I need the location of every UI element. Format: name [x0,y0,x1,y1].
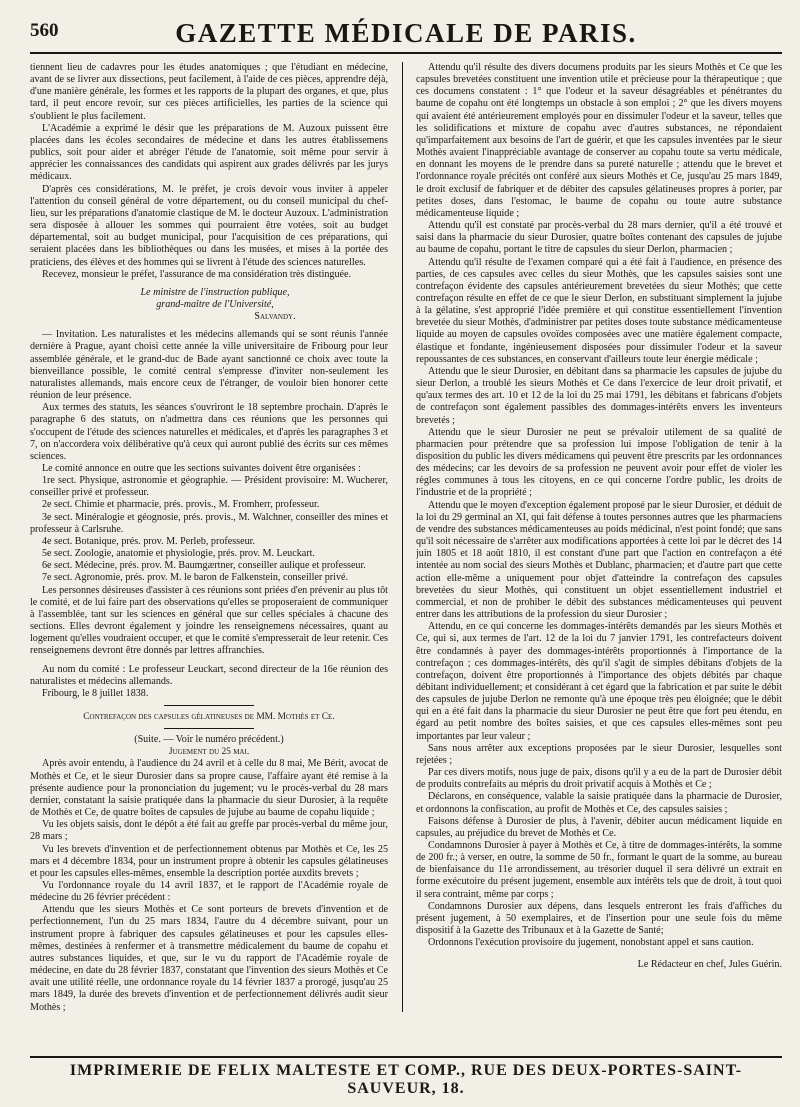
article-heading: Contrefaçon des capsules gélatineuses de MM. Mothès et Ce. [83,711,335,722]
editor-signature: Le Rédacteur en chef, Jules Guérin. [637,959,782,971]
page-number: 560 [30,20,59,41]
paragraph: Vu l'ordonnance royale du 14 avril 1837, et le rapport de l'Académie royale de médecine du 26 février précédent : [30,880,388,904]
paragraph: D'après ces considérations, M. le préfet, je crois devoir vous inviter à appeler l'attention du conseil général de votre département, ou du conseil municipal du chef-lieu, sur les préparations d'anatomie clastique de M. le docteur Auzoux. L'administration sera disposée à allouer les sommes qui pourraient être votées, soit au budget départemental, soit au budget municipal, pour l'acquisition de ces préparations, qui seraient placées dans les bibliothèques ou dans les musées, et mises à la portée des praticiens, des élèves et des hommes qui se livrent à l'étude des sciences naturelles. [30,183,388,268]
section-entry: 4e sect. Botanique, prés. prov. M. Perleb, professeur. [42,535,255,547]
section-entry: 7e sect. Agronomie, prés. prov. M. le baron de Falkenstein, conseiller privé. [42,572,349,584]
paragraph: Attendu, en ce qui concerne les dommages-intérêts demandés par les sieurs Mothès et Ce, qui si, aux termes de l'art. 12 de la loi du 7 janvier 1791, les contrefacteurs doivent être condamnés à payer des dommages-intérêts proportionnés à l'importance de la contrefaçon ; ces dommages-intérêts, dès qu'il s'agit de simples débitans d'objets de la contrefaçon, doivent être proportionnés à l'importance des objets débités par chaque débitant individuellement; et considérant à cet égard que la fabrication et par suite le débit des capsules de jujube Derlon ne remonte qu'à une époque très peu éloignée; que le débit qui en a été fait dans la pharmacie du sieur Durosier ne peut être que fort peu étendu, en égard au petit nombre des boîtes saisies, et que ces capsules elles-mêmes sont peu importantes par leur valeur ; [416,621,782,742]
paragraph: Déclarons, en conséquence, valable la saisie pratiquée dans la pharmacie de Durosier, et ordonnons la confiscation, au profit de Mothès et Ce, des capsules saisies ; [416,791,782,815]
paragraph: Attendu qu'il résulte de l'examen comparé qui a été fait à l'audience, en présence des parties, de ces capsules avec celles du sieur Mothès, que les capsules saisies sont une contrefaçon évidente des capsules antérieurement brevetées du sieur Mothès; que cette contrefaçon résulte en effet de ce que le sieur Derlon, en substituant simplement la jujube à la gélatine, s'est approprié l'idée première et qui constitue essentiellement l'invention brevetée du sieur Mothès, d'administrer par petites doses toute substance médicamenteuse liquide au moyen de capsules ovoïdes composées avec une matière également compacte, élastique et fondante, ingénieusement disposées pour dissimuler l'odeur et la saveur repoussantes de ces substances, en conservant d'ailleurs toute leur énergie médicale ; [416,256,782,365]
left-column [30,62,388,1012]
paragraph: Faisons défense à Durosier de plus, à l'avenir, débiter aucun médicament liquide en capsules, au préjudice du brevet de Mothès et Ce. [416,815,782,839]
dateline: Fribourg, le 8 juillet 1838. [42,687,149,699]
paragraph: Attendu que le sieur Durosier ne peut se prévaloir utilement de sa qualité de pharmacien pour prétendre que sa profession lui impose l'obligation de tenir à la disposition du public les divers médicamens qui peuvent être prescrits par les ordonnances des médecins; car les devoirs de sa profession ne peuvent avoir pour effet de violer les règles communes à tous les citoyens, en ce qui concerne l'ordre public, les droits de l'industrie et de la propriété ; [416,426,782,499]
section-entry: 2e sect. Chimie et pharmacie, prés. provis., M. Fromherr, professeur. [42,499,320,511]
paragraph: Recevez, monsieur le préfet, l'assurance de ma considération très distinguée. [42,268,351,280]
paragraph: Par ces divers motifs, nous juge de paix, disons qu'il y a eu de la part de Durosier débit de produits contrefaits au mépris du droit privatif acquis à Mothès et Ce ; [416,767,782,791]
separator-rule [164,705,254,706]
paragraph: tiennent lieu de cadavres pour les études anatomiques ; que l'étudiant en médecine, avant de se livrer aux dissections, peut facilement, à l'aide de ces pièces, apprendre déjà, d'une manière générale, les formes et les rapports de la plupart des organes, et que, plus tard, il peut encore revoir, sur ces pièces artificielles, les parties de la science qui s'oublient le plus facilement. [30,62,388,122]
paragraph: Après avoir entendu, à l'audience du 24 avril et à celle du 8 mai, Me Bérit, avocat de Mothès et Ce, et le sieur Durosier dans sa propre cause, l'affaire ayant été remise à la présente audience pour la prononciation du jugement; vu le procès-verbal du 28 mars dernier, constatant la saisie pratiquée dans la pharmacie du sieur Durosier, à la requête de Mothès et Ce, de quatre boîtes de capsules de jujube au baume de copahu liquide ; [30,758,388,819]
article-subheading: (Suite. — Voir le numéro précédent.) [134,734,284,746]
invitation-paragraph: — Invitation. Les naturalistes et les médecins allemands qui se sont réunis l'année dernière à Prague, ayant choisi cette année la ville universitaire de Fribourg pour leur assemblée générale, et le grand-duc de Bade ayant sanctionné ce choix avec toute la bienveillance possible, le comité central s'empresse d'inviter non-seulement les naturalistes allemands, mais encore ceux de l'étranger, de vouloir bien honorer cette réunion de leur présence. [30,329,388,402]
paragraph: Vu les objets saisis, dont le dépôt a été fait au greffe par procès-verbal du même jour, 28 mars ; [30,819,388,843]
signature-name: Salvandy. [254,311,296,323]
column-rule [402,62,403,1012]
section-entry: 5e sect. Zoologie, anatomie et physiologie, prés. prov. M. Leuckart. [42,548,315,560]
paragraph: Vu les brevets d'invention et de perfectionnement obtenus par Mothès et Ce, les 25 mars et 4 décembre 1834, pour un instrument propre à obtenir les capsules gélatineuses et pour les capsules elles-mêmes, ensemble la description portée auxdits brevets ; [30,843,388,879]
committee-signature: Au nom du comité : Le professeur Leuckart, second directeur de la 16e réunion des naturalistes et médecins allemands. [30,663,388,687]
signature-title: Le ministre de l'instruction publique, [140,286,290,298]
signature-subtitle: grand-maître de l'Université, [156,298,274,310]
paragraph: Ordonnons l'exécution provisoire du jugement, nonobstant appel et sans caution. [428,937,754,949]
judgment-heading: Jugement du 25 mai. [168,747,250,758]
paragraph: L'Académie a exprimé le désir que les préparations de M. Auzoux puissent être placées dans les écoles secondaires de médecine et dans les autres établissemens publics, soit pour aider et abréger l'étude de l'anatomie, soit même pour servir à apprécier les connaissances des candidats qui aspirent aux grades délivrés par les jurys médicaux. [30,122,388,183]
newspaper-page [30,18,782,1097]
paragraph: Condamnons Durosier à payer à Mothès et Ce, à titre de dommages-intérêts, la somme de 200 fr.; à verser, en outre, la somme de 50 fr., formant le quart de la somme, au bureau de bienfaisance du 11e arrondissement, au trésorier duquel il sera délivré un extrait en forme exécutoire du présent jugement, ensemble aux intérêts tels que de droit, à tout quoi il sera contraint, même par corps ; [416,840,782,900]
masthead [30,18,782,54]
paragraph: Attendu que le sieur Durosier, en débitant dans sa pharmacie les capsules de jujube du sieur Derlon, a troublé les sieurs Mothès et Ce dans l'exercice de leur droit privatif, et qu'aux termes des art. 10 et 12 de la loi du 25 mai 1791, les débitans et fabricans d'objets de contrefaçon sont également passibles des dommages-intérêts envers les inventeurs brevetés ; [416,365,782,426]
section-entry: 6e sect. Médecine, prés. prov. M. Baumgærtner, conseiller aulique et professeur. [42,560,366,572]
section-entry: 1re sect. Physique, astronomie et géographie. — Président provisoire: M. Wucherer, conseiller privé et professeur. [30,475,388,499]
paragraph: Attendu qu'il est constaté par procès-verbal du 28 mars dernier, qu'il a été trouvé et saisi dans la pharmacie du sieur Durosier, quatre boîtes contenant des capsules de jujube au baume de copahu, portant le titre de capsules du sieur Derlon, pharmacien ; [416,220,782,256]
section-entry: 3e sect. Minéralogie et géognosie, prés. provis., M. Walchner, conseiller des mines et professeur à Carlsruhe. [30,511,388,535]
paragraph: Attendu que les sieurs Mothès et Ce sont porteurs de brevets d'invention et de perfectionnement, l'un du 25 mars 1834, l'autre du 4 décembre suivant, pour un instrument propre à fabriquer des capsules gélatineuses et pour les capsules elles-mêmes, destinées à renfermer et à transmettre médicalement du baume de copahu et autres substances liquides, et que, sur le vu du rapport de l'Académie royale de médecine, en date du 28 février 1837, constatant que l'invention des sieurs Mothès et Ce avait une utilité réelle, une ordonnance royale du 14 février 1837 a prorogé, jusqu'au 25 mars 1849, la durée des brevets d'invention et de perfectionnement délivrés audit sieur Mothès ; [30,904,388,1012]
paragraph: Condamnons Durosier aux dépens, dans lesquels entreront les frais d'affiches du présent jugement, à 50 exemplaires, et de l'insertion pour une seule fois du même dispositif à la Gazette des Tribunaux et à la Gazette de Santé; [416,900,782,937]
article-columns [30,62,782,1012]
paragraph: Aux termes des statuts, les séances s'ouvriront le 18 septembre prochain. D'après le paragraphe 6 des statuts, on n'admettra dans ces réunions que les personnes qui s'occupent de l'étude des sciences naturelles et médicales, et d'après les paragraphes 3 et 7, on n'accordera voix délibérative qu'à ceux qui auront publié des écrits sur ces mêmes sciences. [30,402,388,462]
printer-imprint: IMPRIMERIE DE FELIX MALTESTE ET COMP., RUE DES DEUX-PORTES-SAINT-SAUVEUR, 18. [30,1056,782,1092]
paragraph: Attendu qu'il résulte des divers documens produits par les sieurs Mothès et Ce que les capsules brevetées constituent une invention utile et précieuse pour la thérapeutique ; que ces documens constatent : 1° que l'odeur et la saveur désagréables et pénétrantes du baume de copahu ont été longtemps un obstacle à son emploi ; 2° que les divers moyens qui avaient été antérieurement employés pour en dissimuler l'odeur et la saveur, telles que les solidifications et mixture de copahu avec d'autres substances, ne répondaient qu'imparfaitement aux besoins de l'art de guérir, et que les capsules inventées par le sieur Mothès avaient l'inappréciable avantage de conserver au copahu toute sa vertu médicale, en donnant les moyens de le prendre dans sa pureté naturelle ; attendu que le brevet et l'ordonnance royale précités ont conféré aux sieurs Mothès et Ce, jusqu'au 25 mars 1849, le droit exclusif de fabriquer et de débiter des capsules gélatineuses propres à porter, par petites doses, dans l'estomac, le baume de copahu ou toute autre substance médicamenteuse liquide ; [416,62,782,219]
journal-title: GAZETTE MÉDICALE DE PARIS. [175,18,637,48]
paragraph: Attendu que le moyen d'exception également proposé par le sieur Durosier, et déduit de la loi du 29 germinal an XI, qui fait défense à toutes personnes autres que les pharmaciens de vendre des substances médicamenteuses au poids médicinal, n'est point fondé; que sans qu'il soit nécessaire de s'arrêter aux modifications apportées à cette loi par le décret des 14 juin 1805 et 18 août 1810, il est constant d'une part que l'action en contrefaçon a été intentée au nom social des sieurs Mothès et Dublanc, pharmacien; et d'autre part que cette action elle-même a uniquement pour objet d'atteindre la contrefaçon des capsules brevetées du sieur Mothès, qui constituent un objet essentiellement industriel et commercial, et non de prohiber le débit des substances médicamenteuses qui peuvent entrer dans les attributions de la profession du sieur Durosier ; [416,499,782,621]
paragraph: Les personnes désireuses d'assister à ces réunions sont priées d'en prévenir au plus tôt le comité, et de lui faire part des observations qu'elles se proposeraient de communiquer à l'assemblée, tant sur les sciences en général que sur celles spéciales à chacune des sections. Elles devront également y joindre les renseignemens nécessaires, quant au logement qu'elles voudraient occuper, et que le comité s'empresserait de leur retenir. Ces renseignemens devront être donnés par lettres affranchies. [30,584,388,657]
right-column [416,62,782,1012]
paragraph: Sans nous arrêter aux exceptions proposées par le sieur Durosier, lesquelles sont rejetées ; [416,742,782,766]
separator-rule [164,728,254,729]
paragraph: Le comité annonce en outre que les sections suivantes doivent être organisées : [42,463,361,474]
